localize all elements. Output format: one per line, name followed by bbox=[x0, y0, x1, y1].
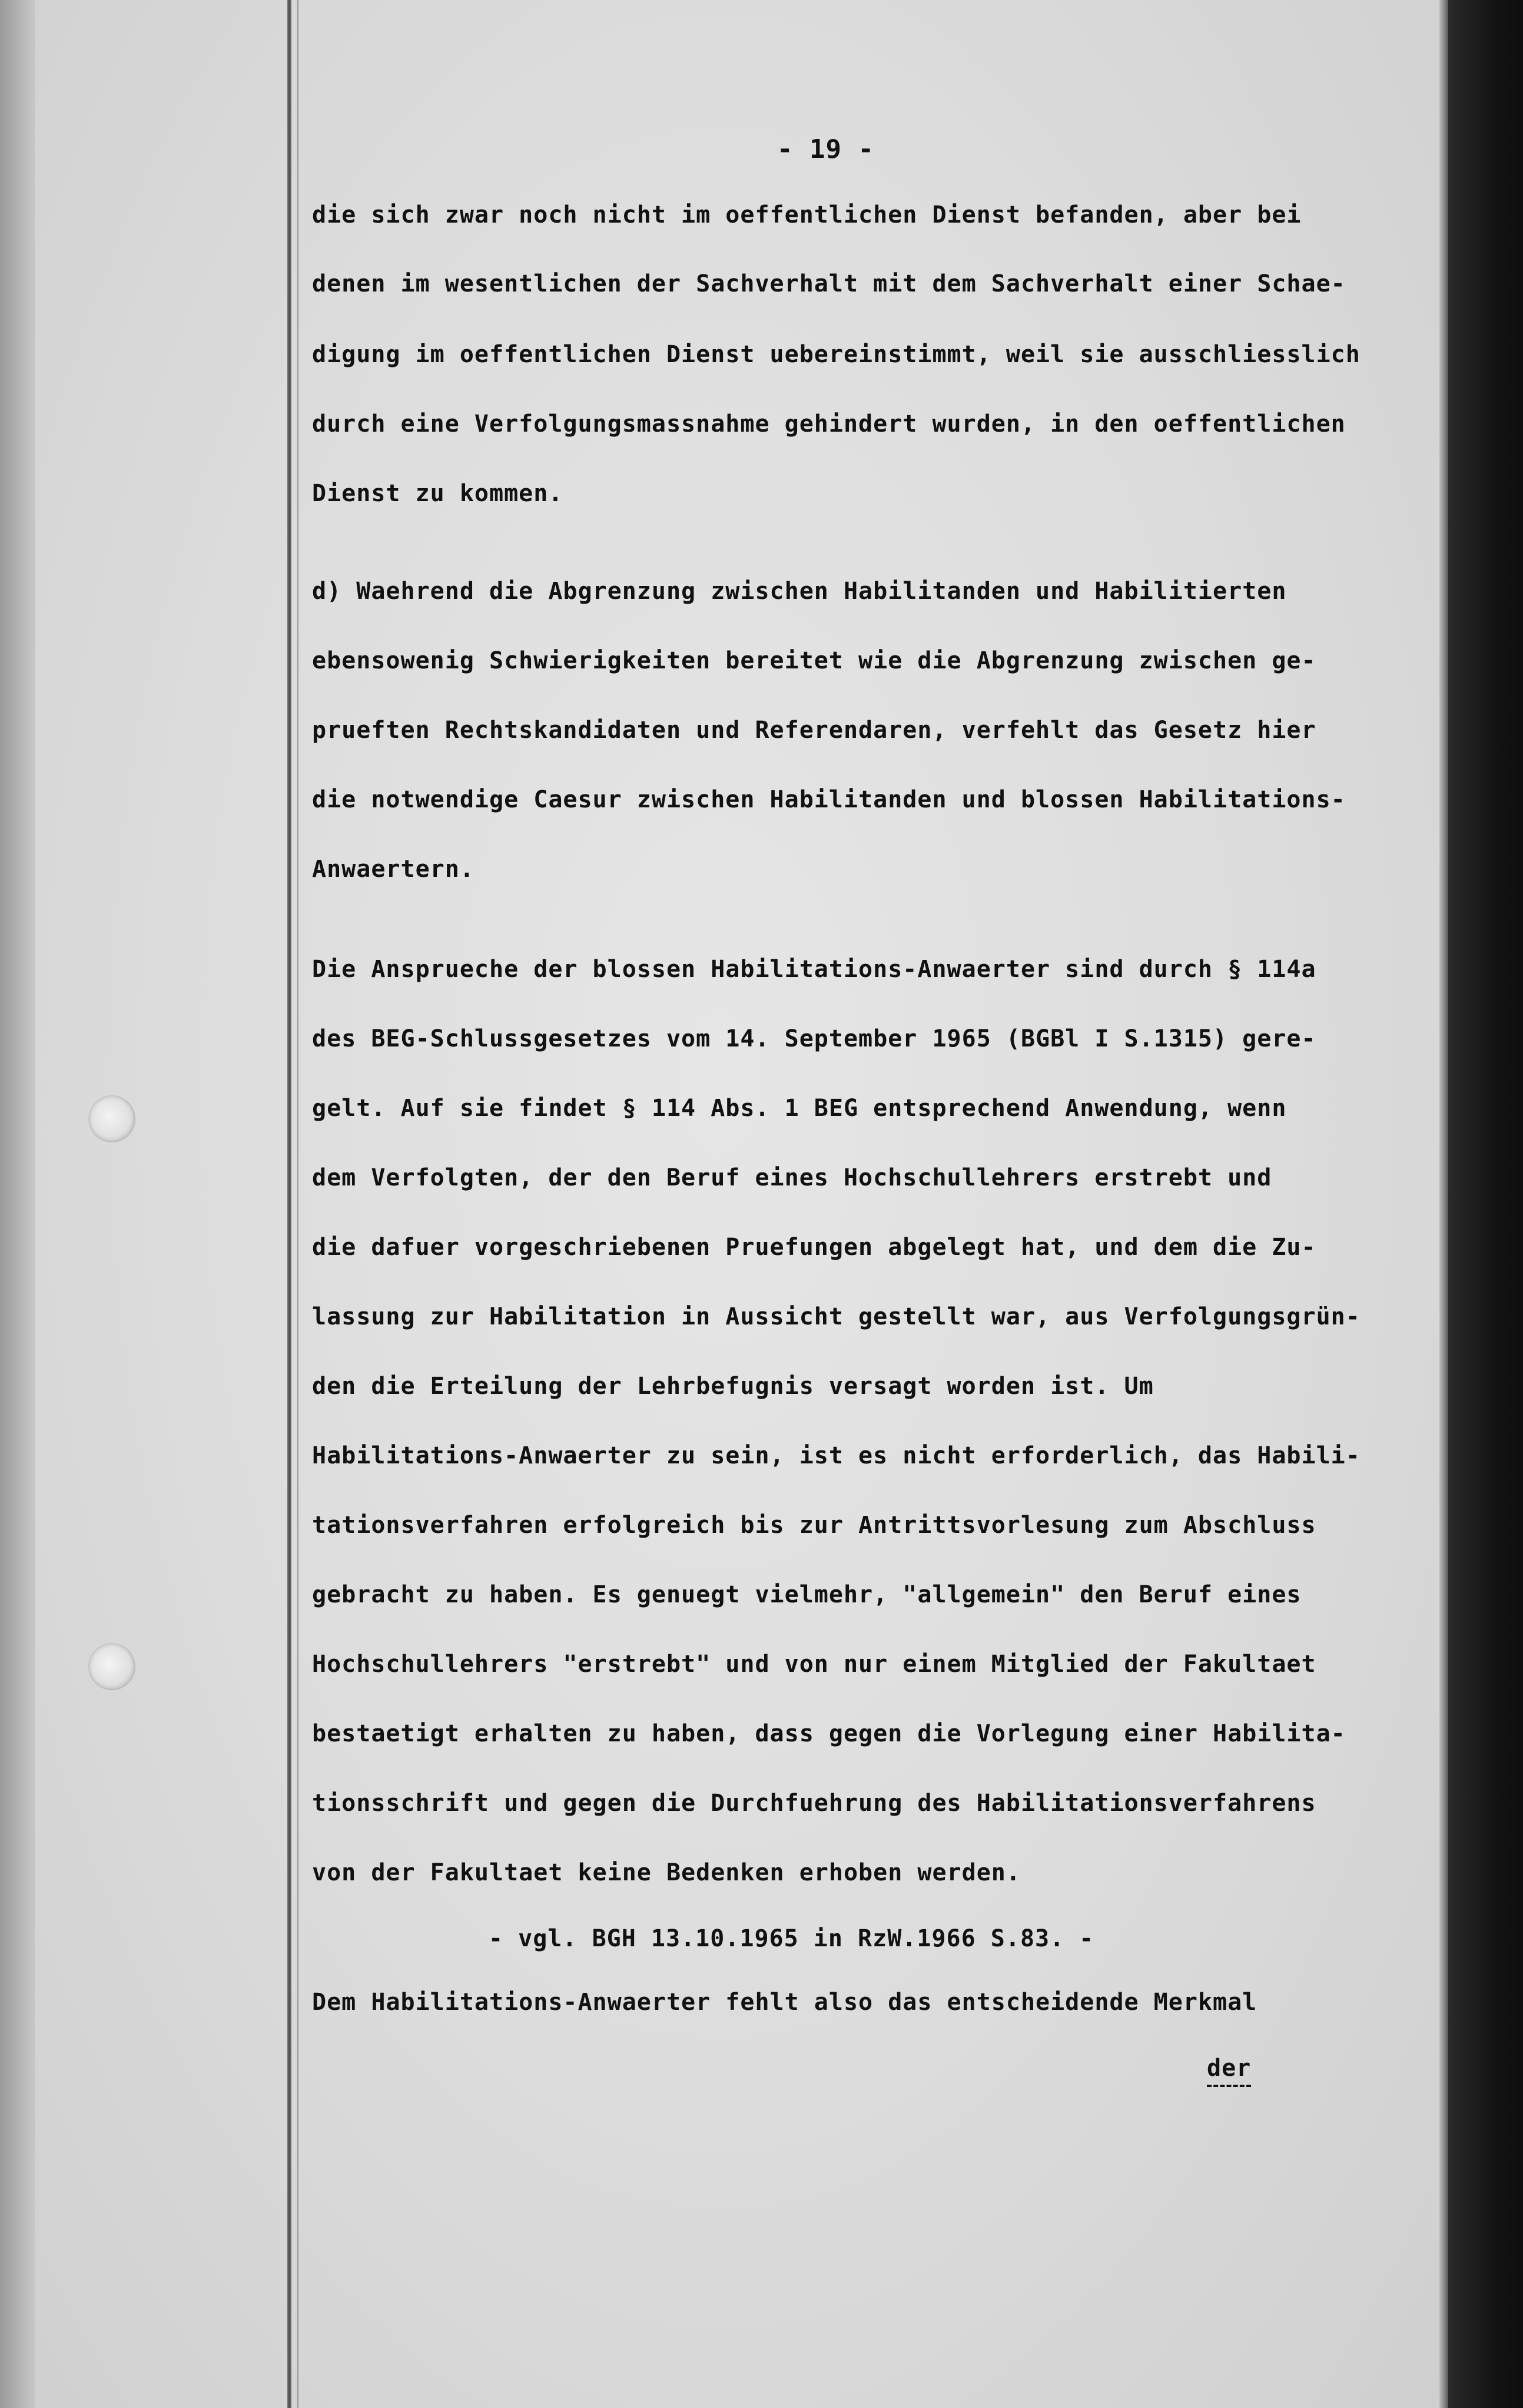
text-line: tationsverfahren erfolgreich bis zur Antrittsvorlesung zum Abschluss bbox=[312, 1512, 1316, 1539]
text-line: Die Ansprueche der blossen Habilitations-Anwaerter sind durch § 114a bbox=[312, 956, 1316, 983]
text-line: die notwendige Caesur zwischen Habilitanden und blossen Habilitations- bbox=[312, 786, 1346, 813]
text-line: des BEG-Schlussgesetzes vom 14. September 1965 (BGBl I S.1315) gere- bbox=[312, 1025, 1316, 1052]
catchword: der bbox=[1207, 2056, 1251, 2087]
scan-frame-right bbox=[1448, 0, 1523, 2408]
page-number: - 19 - bbox=[777, 134, 874, 164]
text-line: prueften Rechtskandidaten und Referendaren, verfehlt das Gesetz hier bbox=[312, 717, 1316, 744]
text-line: dem Verfolgten, der den Beruf eines Hochschullehrers erstrebt und bbox=[312, 1164, 1272, 1191]
text-line: denen im wesentlichen der Sachverhalt mit dem Sachverhalt einer Schae- bbox=[312, 270, 1346, 297]
text-line: Anwaertern. bbox=[312, 856, 475, 883]
text-line: die sich zwar noch nicht im oeffentlichen Dienst befanden, aber bei bbox=[312, 201, 1302, 228]
text-line: ebensowenig Schwierigkeiten bereitet wie die Abgrenzung zwischen ge- bbox=[312, 647, 1316, 674]
text-line: durch eine Verfolgungsmassnahme gehindert wurden, in den oeffentlichen bbox=[312, 410, 1346, 438]
text-line: tionsschrift und gegen die Durchfuehrung des Habilitationsverfahrens bbox=[312, 1790, 1316, 1817]
text-line: Hochschullehrers "erstrebt" und von nur einem Mitglied der Fakultaet bbox=[312, 1651, 1316, 1678]
text-line: von der Fakultaet keine Bedenken erhoben werden. bbox=[312, 1859, 1021, 1886]
text-line: Habilitations-Anwaerter zu sein, ist es nicht erforderlich, das Habili- bbox=[312, 1442, 1361, 1469]
text-line: digung im oeffentlichen Dienst uebereinstimmt, weil sie ausschliesslich bbox=[312, 341, 1361, 368]
catchword-wrap bbox=[1207, 2056, 1251, 2087]
text-line: bestaetigt erhalten zu haben, dass gegen die Vorlegung einer Habilita- bbox=[312, 1720, 1346, 1747]
text-line: lassung zur Habilitation in Aussicht gestellt war, aus Verfolgungsgrün- bbox=[312, 1303, 1361, 1330]
text-line: gebracht zu haben. Es genuegt vielmehr, "allgemein" den Beruf eines bbox=[312, 1581, 1302, 1608]
text-line: die dafuer vorgeschriebenen Pruefungen abgelegt hat, und dem die Zu- bbox=[312, 1234, 1316, 1261]
text-line: Dem Habilitations-Anwaerter fehlt also das entscheidende Merkmal bbox=[312, 1989, 1257, 2016]
text-line: d) Waehrend die Abgrenzung zwischen Habilitanden und Habilitierten bbox=[312, 578, 1287, 605]
text-line: gelt. Auf sie findet § 114 Abs. 1 BEG entsprechend Anwendung, wenn bbox=[312, 1095, 1287, 1122]
text-line: den die Erteilung der Lehrbefugnis versagt worden ist. Um bbox=[312, 1373, 1154, 1400]
citation: - vgl. BGH 13.10.1965 in RzW.1966 S.83. - bbox=[489, 1925, 1094, 1952]
text-line: Dienst zu kommen. bbox=[312, 480, 563, 507]
